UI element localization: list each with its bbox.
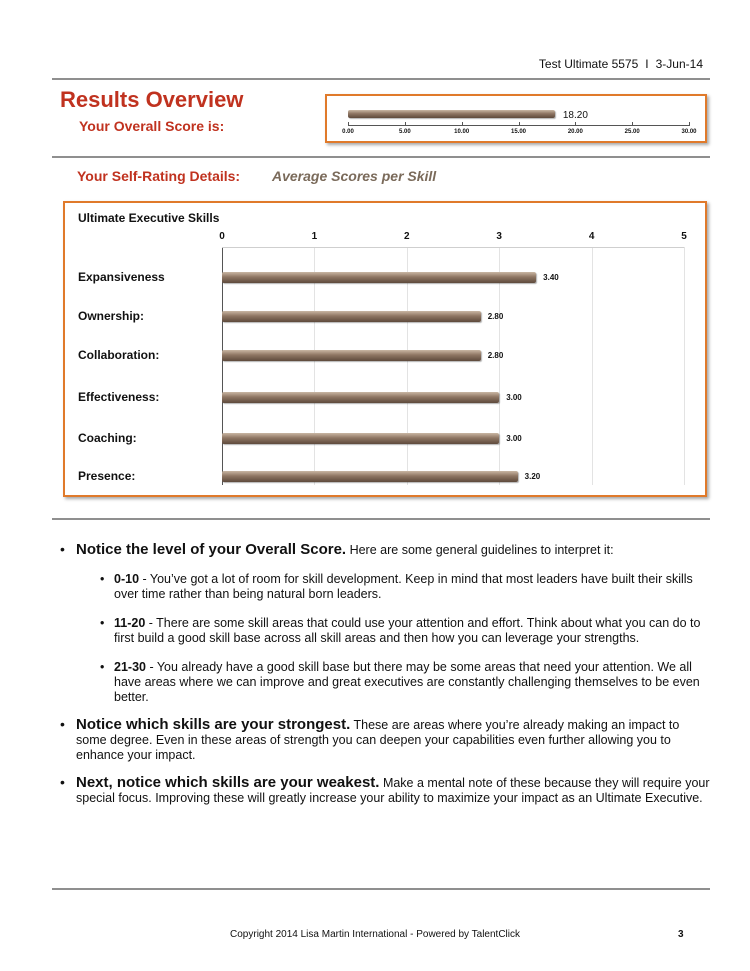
overall-score-label: Your Overall Score is: [79,118,225,134]
report-date: 3-Jun-14 [655,57,703,71]
list-item [100,660,710,705]
range-text: - You already have a good skill base but there may be some areas that need your attention. We all have areas where we can improve and great executives are constantly challenging themselves to be even better. [114,660,700,704]
overall-tick-mark [348,122,349,126]
category-label: Coaching: [78,431,137,445]
list-item [60,717,710,763]
skill-bar [222,392,499,403]
bar-value-label: 2.80 [487,351,504,360]
skill-bar [222,433,499,444]
overall-tick-mark [575,122,576,126]
footer-copyright: Copyright 2014 Lisa Martin International - Powered by TalentClick [230,929,520,940]
bullet-lead: Notice the level of your Overall Score. [76,541,347,558]
x-tick-label: 2 [404,231,410,242]
overall-tick-label: 25.00 [624,129,640,135]
range-label: 11-20 [114,616,146,630]
x-tick-label: 0 [219,231,225,242]
overall-tick-label: 5.00 [398,129,411,135]
self-rating-sublabel: Average Scores per Skill [272,168,437,184]
overall-score-bar [348,110,555,118]
gridline [684,247,685,485]
bar-value-label: 3.20 [524,472,541,481]
overall-tick-label: 30.00 [681,129,697,135]
range-text: - You’ve got a lot of room for skill development. Keep in mind that most leaders have built their skills over time rather than being natural born leaders. [114,572,693,601]
bar-value-label: 3.00 [506,434,522,443]
bar-value-label: 3.40 [543,273,559,282]
skills-chart-frame [63,201,707,497]
x-tick-label: 5 [681,231,687,242]
guidelines-list [60,542,710,818]
category-label: Effectiveness: [78,390,160,404]
range-label: 0-10 [114,572,140,586]
chart-divider [52,518,710,520]
section-divider [52,156,710,158]
meta-separator: I [645,57,649,71]
skill-bar [222,471,518,482]
bar-value-label: 3.00 [506,393,522,402]
overall-tick-label: 0.00 [342,129,354,135]
bullet-text: Make a mental note of these because they will require your special focus. Improving these will greatly increase your ability to maximize your impact as an Ultimate Executive. [76,776,710,805]
page-title: Results Overview [60,87,244,112]
bullet-text: Here are some general guidelines to interpret it: [346,543,614,557]
list-item [100,572,710,602]
gridline [592,247,593,485]
overall-tick-label: 20.00 [567,129,583,135]
list-item [60,775,710,806]
bullet-lead: Next, notice which skills are your weakest. [76,774,380,791]
skill-bar [222,350,481,361]
range-text: - There are some skill areas that could use your attention and effort. Think about what you can do to first build a good skill base across all skill areas and then how you can leverage your strengths. [114,616,701,645]
x-tick-label: 3 [496,231,502,242]
test-name: Test Ultimate 5575 [538,57,639,71]
skill-bar [222,272,536,283]
category-label: Ownership: [78,309,145,323]
x-tick-label: 4 [588,231,595,242]
category-label: Presence: [78,469,136,483]
chart-title: Ultimate Executive Skills [78,211,220,225]
page-number: 3 [678,929,684,940]
bar-value-label: 2.80 [487,312,504,321]
x-axis-line [222,247,684,248]
header-divider [52,78,710,80]
x-tick-label: 1 [311,231,318,242]
list-item [100,616,710,646]
overall-score-chart [325,94,707,143]
footer-divider [52,888,710,890]
score-ranges-list [76,572,710,705]
overall-tick-mark [519,122,520,126]
overall-tick-label: 15.00 [510,129,527,135]
overall-tick-mark [632,122,633,126]
overall-tick-mark [462,122,463,126]
overall-tick-label: 10.00 [454,129,470,135]
category-label: Collaboration: [78,348,160,362]
range-label: 21-30 [114,660,146,674]
bullet-lead: Notice which skills are your strongest. [76,716,351,733]
category-label: Expansiveness [78,270,165,284]
list-item [60,542,710,705]
skill-bar [222,311,481,322]
report-meta [539,57,703,71]
bullet-text: These are areas where you’re already making an impact to some degree. Even in these areas of strength you can deepen your capabilities even further allowing you to enhance your impact. [76,718,680,762]
self-rating-label: Your Self-Rating Details: [77,168,241,184]
overall-tick-mark [405,122,406,126]
overall-score-value: 18.20 [562,110,588,121]
overall-tick-mark [689,122,690,126]
